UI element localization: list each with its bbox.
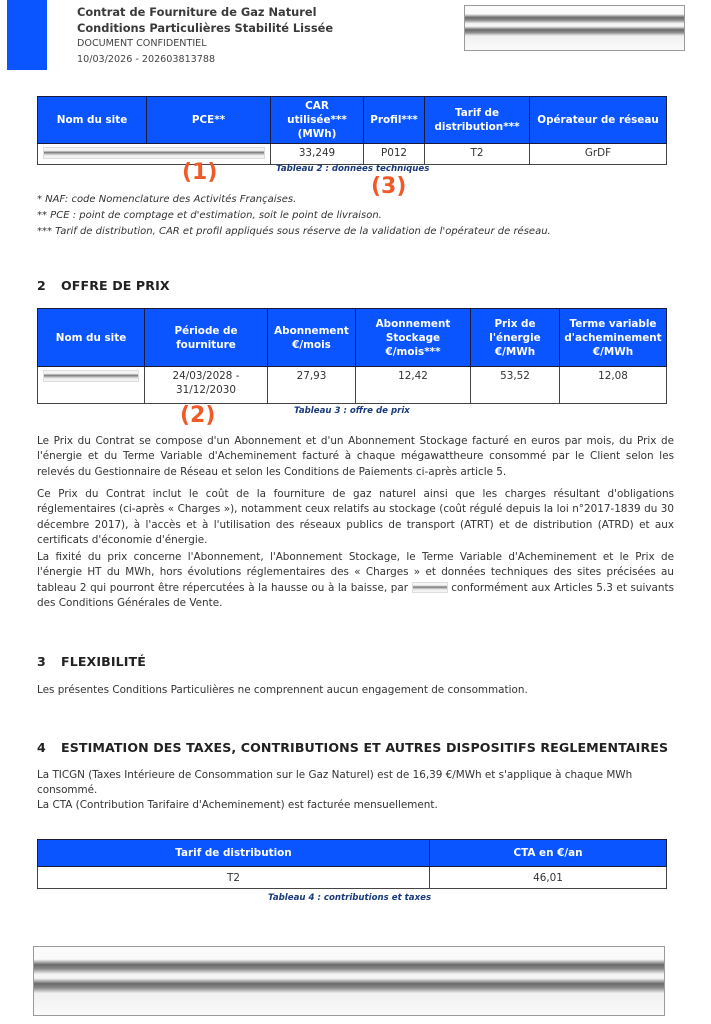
technical-data-table bbox=[37, 96, 667, 165]
table2-caption: Tableau 2 : données techniques bbox=[276, 164, 430, 174]
col-header-abonnement: Abonnement €/mois bbox=[268, 309, 356, 367]
col-header-site-name: Nom du site bbox=[38, 97, 147, 144]
footnote-tarif: *** Tarif de distribution, CAR et profil appliqués sous réserve de la validation de l'opérateur de réseau. bbox=[37, 226, 551, 237]
col-header-pce: PCE** bbox=[147, 97, 271, 144]
cta-value: 46,01 bbox=[430, 867, 667, 889]
col-header-cta: CTA en €/an bbox=[430, 840, 667, 867]
col-header-prix-energie: Prix de l'énergie €/MWh bbox=[471, 309, 560, 367]
table-header-row bbox=[38, 309, 667, 367]
fixity-text-after: conformément aux Articles 5.3 et suivants des Conditions Générales de Vente. bbox=[37, 581, 674, 609]
document-title: Contrat de Fourniture de Gaz Naturel bbox=[77, 5, 317, 19]
annotation-3: (3) bbox=[371, 174, 407, 199]
col-header-operateur: Opérateur de réseau bbox=[530, 97, 667, 144]
annotation-1: (1) bbox=[182, 160, 218, 185]
table-row bbox=[38, 867, 667, 889]
price-offer-table bbox=[37, 308, 667, 404]
paragraph-price-inclusions: Ce Prix du Contrat inclut le coût de la fourniture de gaz naturel ainsi que les charges résultant d'obligations réglementaires (ci-après « Charges »), notamment ceux relatifs au stockage (coût régulé depuis la loi n°2017-1839 du 30 décembre 2017), à l'accès et à l'utilisation des réseaux publics de transport (ATRT) et de distribution (ATRD) et aux certificats d'économie d'énergie. bbox=[37, 488, 674, 546]
redacted-logo-top bbox=[464, 5, 685, 51]
col-header-tarif: Tarif de distribution*** bbox=[425, 97, 530, 144]
paragraph-price-composition: Le Prix du Contrat se compose d'un Abonnement et d'un Abonnement Stockage facturé en euros par mois, du Prix de l'énergie et du Terme Variable d'Acheminement facturé à chaque mégawattheure consommé par le Client selon les relevés du Gestionnaire de Réseau et selon les Conditions de Paiements ci-après article 5. bbox=[37, 435, 674, 478]
operateur-value: GrDF bbox=[530, 144, 667, 165]
tarif-value: T2 bbox=[38, 867, 430, 889]
table-header-row bbox=[38, 840, 667, 867]
redacted-site-name bbox=[43, 370, 139, 382]
site-name-cell bbox=[38, 367, 145, 404]
table-row bbox=[38, 367, 667, 404]
abonnement-value: 27,93 bbox=[268, 367, 356, 404]
section-number: 3 bbox=[37, 654, 46, 669]
redacted-footer-block bbox=[33, 946, 665, 1016]
col-header-abonnement-stockage: Abonnement Stockage €/mois*** bbox=[356, 309, 471, 367]
fixity-text-before: La fixité du prix concerne l'Abonnement, l'Abonnement Stockage, le Terme Variable d'Acheminement et le Prix de l'énergie HT du MWh, hors évolutions réglementaires des « Charges » et données techniques des sites précisées au tableau 2 qui pourront être répercutées à la hausse ou à la baisse, par bbox=[37, 551, 674, 594]
footnote-naf: * NAF: code Nomenclature des Activités Françaises. bbox=[37, 194, 297, 205]
profil-value: P012 bbox=[364, 144, 425, 165]
page-number-mark bbox=[328, 1017, 368, 1023]
section-3-heading bbox=[37, 654, 146, 669]
table-header-row bbox=[38, 97, 667, 144]
paragraph-price-fixity bbox=[37, 550, 674, 611]
redacted-site-pce bbox=[43, 147, 265, 159]
ticgn-text: La TICGN (Taxes Intérieure de Consommation sur le Gaz Naturel) est de 16,39 €/MWh et s'applique à chaque MWh consommé. bbox=[37, 769, 633, 797]
table3-caption: Tableau 3 : offre de prix bbox=[294, 406, 410, 416]
section-title: FLEXIBILITÉ bbox=[61, 654, 146, 669]
table-row bbox=[38, 144, 667, 165]
col-header-periode: Période de fourniture bbox=[145, 309, 268, 367]
periode-value: 24/03/2028 - 31/12/2030 bbox=[145, 367, 268, 404]
site-and-pce-cell bbox=[38, 144, 271, 165]
tarif-value: T2 bbox=[425, 144, 530, 165]
taxes-table bbox=[37, 839, 667, 889]
col-header-terme-variable: Terme variable d'acheminement €/MWh bbox=[560, 309, 667, 367]
flexibility-text: Les présentes Conditions Particulières ne comprennent aucun engagement de consommation. bbox=[37, 684, 528, 696]
section-title: ESTIMATION DES TAXES, CONTRIBUTIONS ET AUTRES DISPOSITIFS REGLEMENTAIRES bbox=[61, 740, 669, 755]
section-2-heading bbox=[37, 278, 170, 293]
brand-logo-block bbox=[7, 0, 47, 70]
table4-caption: Tableau 4 : contributions et taxes bbox=[268, 893, 432, 903]
abonnement-stockage-value: 12,42 bbox=[356, 367, 471, 404]
footnotes bbox=[37, 192, 551, 240]
col-header-car: CAR utilisée*** (MWh) bbox=[271, 97, 364, 144]
confidential-label: DOCUMENT CONFIDENTIEL bbox=[77, 38, 207, 49]
footnote-pce: ** PCE : point de comptage et d'estimation, soit le point de livraison. bbox=[37, 210, 382, 221]
section-number: 2 bbox=[37, 278, 46, 293]
document-subtitle: Conditions Particulières Stabilité Lissée bbox=[77, 20, 334, 35]
redacted-supplier-name bbox=[412, 582, 448, 593]
car-value: 33,249 bbox=[271, 144, 364, 165]
cta-text: La CTA (Contribution Tarifaire d'Acheminement) est facturée mensuellement. bbox=[37, 799, 438, 811]
col-header-profil: Profil*** bbox=[364, 97, 425, 144]
section-title: OFFRE DE PRIX bbox=[61, 278, 170, 293]
col-header-tarif: Tarif de distribution bbox=[38, 840, 430, 867]
prix-energie-value: 53,52 bbox=[471, 367, 560, 404]
annotation-2: (2) bbox=[180, 403, 216, 428]
terme-variable-value: 12,08 bbox=[560, 367, 667, 404]
col-header-site-name: Nom du site bbox=[38, 309, 145, 367]
section-number: 4 bbox=[37, 740, 46, 755]
section-4-heading bbox=[37, 740, 668, 755]
document-reference: 10/03/2026 - 202603813788 bbox=[77, 53, 216, 65]
